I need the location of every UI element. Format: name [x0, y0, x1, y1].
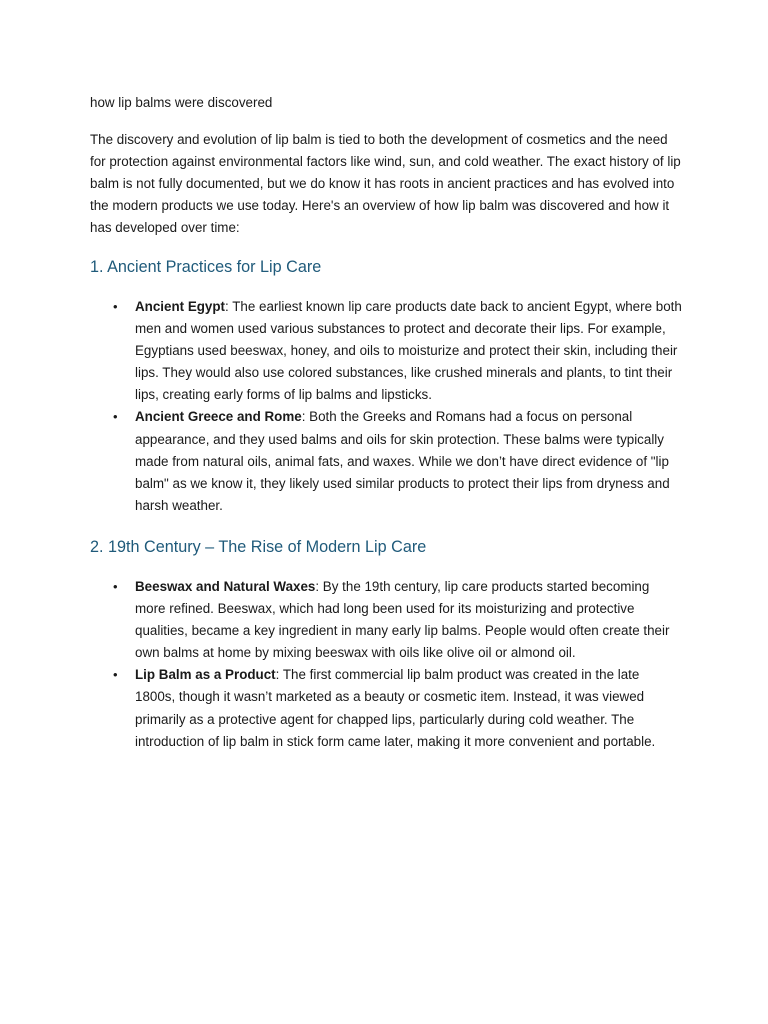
- list-item-text: : The first commercial lip balm product was created in the late 1800s, though it wasn’t marketed as a beauty or cosmetic item. Instead, it was viewed primarily as a protective agent for chapped lips, particularly during cold weather. The introduction of lip balm in stick form came later, making it more convenient and portable.: [135, 667, 656, 749]
- section-heading-19th-century: 2. 19th Century – The Rise of Modern Lip Care: [90, 537, 427, 556]
- list-item-text: : The earliest known lip care products date back to ancient Egypt, where both men and women used various substances to protect and decorate their lips. For example, Egyptians used beeswax, honey, and oils to moisturize and protect their skin, including their lips. They would also use colored substances, like crushed minerals and plants, to tint their lips, creating early forms of lip balms and lipsticks.: [135, 299, 682, 403]
- list-item-term: Ancient Greece and Rome: [135, 409, 302, 425]
- list-item-text: : By the 19th century, lip care products started becoming more refined. Beeswax, which had long been used for its moisturizing and protective qualities, became a key ingredient in many early lip balms. People would often create their own balms at home by mixing beeswax with oils like olive oil or almond oil.: [135, 578, 670, 661]
- list-item-term: Ancient Egypt: [135, 299, 226, 314]
- bullet-icon: •: [113, 667, 118, 683]
- list-item-ancient-egypt: [90, 296, 682, 406]
- section-list-ancient-practices: [90, 296, 682, 517]
- list-item-ancient-greece-rome: [90, 406, 682, 516]
- list-item-term: Lip Balm as a Product: [135, 667, 276, 683]
- bullet-icon: •: [113, 578, 118, 594]
- bullet-icon: •: [113, 409, 118, 425]
- list-item-lip-balm-product: [90, 664, 682, 752]
- section-heading-ancient-practices: 1. Ancient Practices for Lip Care: [90, 258, 322, 276]
- intro-paragraph: The discovery and evolution of lip balm is tied to both the development of cosmetics and the need for protection against environmental factors like wind, sun, and cold weather. The exact history of lip balm is not fully documented, but we do know it has roots in ancient practices and has evolved into the modern products we use today. Here's an overview of how lip balm was discovered and how it has developed over time:: [90, 132, 681, 235]
- section-list-19th-century: [90, 576, 682, 753]
- list-item-beeswax-natural-waxes: [90, 576, 682, 664]
- list-item-term: Beeswax and Natural Waxes: [135, 578, 316, 594]
- bullet-icon: •: [113, 299, 118, 314]
- list-item-text: : Both the Greeks and Romans had a focus on personal appearance, and they used balms and oils for skin protection. These balms were typically made from natural oils, animal fats, and waxes. While we don’t have direct evidence of "lip balm" as we know it, they likely used similar products to protect their lips from dryness and harsh weather.: [135, 409, 670, 513]
- document-title: how lip balms were discovered: [90, 95, 273, 110]
- document-page: [90, 92, 682, 772]
